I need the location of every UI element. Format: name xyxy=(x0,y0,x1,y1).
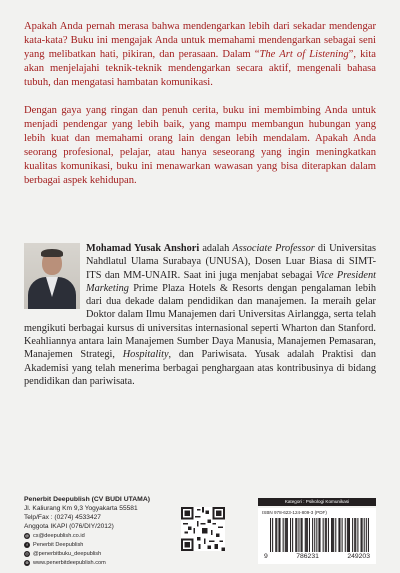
instagram-icon: ◎ xyxy=(25,551,29,556)
publisher-phone: Telp/Fax : (0274) 4533427 xyxy=(24,514,101,521)
blurb-paragraph-1: Apakah Anda pernah merasa bahwa mendengarkan lebih dari sekadar mendengar kata-kata? Buku ini mengajak Anda untuk memahami mendengarkan sebagai seni yang melibatkan hati, pikiran, dan perasaan. Dalam “The Art of Listening”, kita akan menjelajahi teknik-teknik mendengarkan secara aktif, mengenali bahasa tubuh, dan mengatasi hambatan komunikasi. xyxy=(24,21,377,88)
publisher-ikapi: Anggota IKAPI (076/DIY/2012) xyxy=(24,523,114,530)
author-bio: Mohamad Yusak Anshori adalah Associate Professor di Universitas Nahdlatul Ulama Surabaya (UNUSA), Dosen Luar Biasa di SIMT-ITS dan MM-UNAIR. Saat ini juga menjabat sebagai Vice President Marketing Prime Plaza Hotels & Resorts dengan pengalaman lebih dari dua dekade dalam pendidikan dan manajemen. Ia meraih gelar Doktor dalam Ilmu Manajemen dari Universitas Airlangga, serta telah mengikuti berbagai kursus di universitas internasional seperti Wharton dan Stanford. Keahliannya antara lain Manajemen Sumber Daya Manusia, Manajemen Pemasaran, Manajemen Strategi, Hospitality, dan Pariwisata. Yusak adalah Praktisi dan Akademisi yang telah menerima berbagai penghargaan atas kontribusinya di bidang pendidikan dan pariwisata. xyxy=(24,243,377,387)
facebook-icon: f xyxy=(24,542,30,548)
author-photo xyxy=(24,243,80,309)
isbn-barcode xyxy=(270,518,370,552)
instagram-contact: ◎ @penerbitbuku_deepublish xyxy=(25,551,102,557)
isbn-number: ISBN 978-623-124-809-3 (PDF) xyxy=(262,510,327,515)
publisher-address: Jl. Kaliurang Km 9,3 Yogyakarta 55581 xyxy=(24,505,138,512)
email-icon: @ xyxy=(24,533,30,538)
blurb-paragraph-2: Dengan gaya yang ringan dan penuh cerita, buku ini membimbing Anda untuk menjadi pendengar yang lebih baik, yang mampu membangun hubungan yang lebih kuat dan memahami orang lain dengan lebih mendalam. Apakah Anda seorang profesional, pelajar, atau hanya seseorang yang ingin meningkatkan kualitas komunikasi, buku ini menawarkan wawasan yang bisa diterapkan dalam berbagai aspek kehidupan. xyxy=(24,105,376,186)
publisher-name: Penerbit Deepublish (CV BUDI UTAMA) xyxy=(24,496,150,503)
website-contact: ⊕ www.penerbitdeepublish.com xyxy=(25,560,106,566)
qr-code xyxy=(181,507,225,551)
author-name: Mohamad Yusak Anshori xyxy=(86,243,200,254)
book-title: The Art of Listening xyxy=(259,48,349,60)
globe-icon: ⊕ xyxy=(25,560,29,565)
email-contact: @ cs@deepublish.co.id xyxy=(24,533,85,539)
barcode-digits: 9 786231 249203 xyxy=(264,553,370,560)
facebook-contact: f Penerbit Deepublish xyxy=(24,542,83,548)
category-label: Kategori : Psikologi Komunikasi xyxy=(258,498,376,506)
